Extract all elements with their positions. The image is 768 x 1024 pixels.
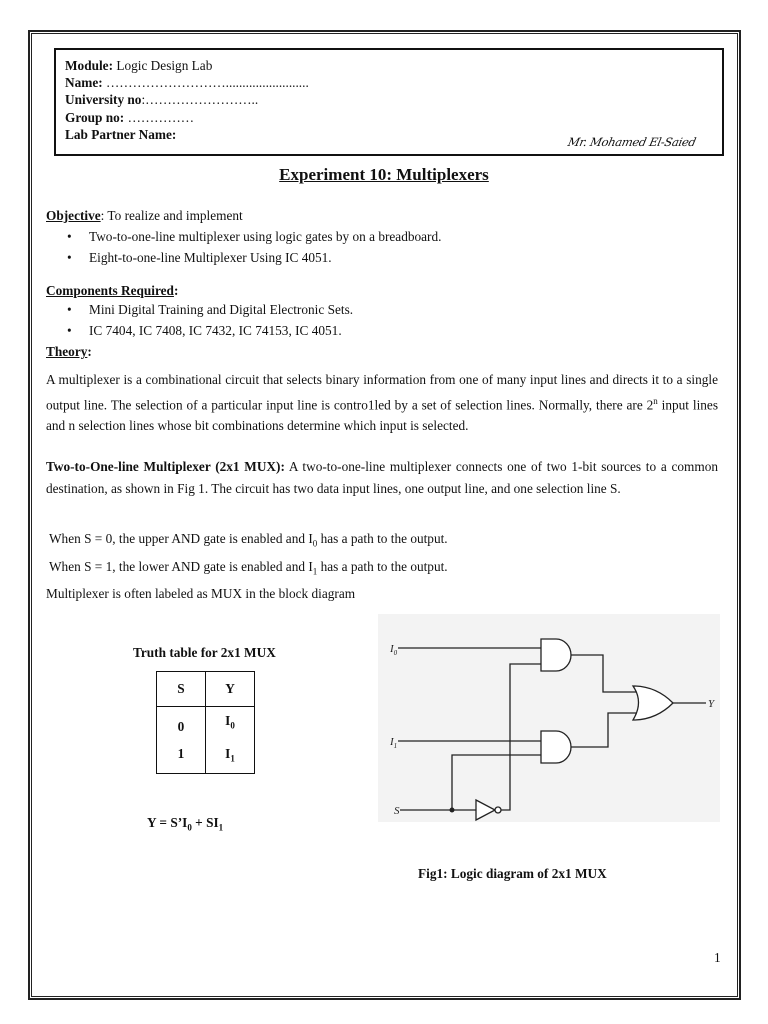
- not-bubble-icon: [495, 807, 501, 813]
- objective-heading: Objective: [46, 208, 101, 223]
- text: has a path to the output.: [317, 531, 448, 546]
- text: Y = S’I: [147, 815, 188, 830]
- objective-text: : To realize and implement: [100, 208, 243, 223]
- subscript: 0: [312, 538, 318, 549]
- name-label: Name:: [65, 75, 103, 91]
- objective-line: [46, 208, 243, 224]
- text: I: [225, 713, 231, 729]
- components-colon: :: [173, 283, 179, 298]
- subscript: 0: [230, 721, 235, 731]
- objective-item: Eight-to-one-line Multiplexer Using IC 4051.: [89, 250, 332, 265]
- group-value: ……………: [127, 109, 195, 125]
- theory-paragraph-1: [46, 369, 718, 437]
- bullet-icon: •: [67, 250, 72, 265]
- theory-paragraph-2: [46, 456, 718, 499]
- table-body: [157, 707, 255, 774]
- subscript: 1: [312, 566, 318, 577]
- truth-table-title: Truth table for 2x1 MUX: [133, 645, 276, 660]
- theory-line: [46, 344, 92, 360]
- table-cell: 0: [177, 719, 185, 734]
- not-gate-icon: [476, 800, 495, 820]
- text: I: [225, 746, 231, 761]
- component-item: Mini Digital Training and Digital Electronic Sets.: [89, 302, 354, 317]
- and-gate-upper-icon: [541, 639, 571, 671]
- author-signature: Mr. Mohamed El-Saied: [567, 134, 698, 149]
- theory-text: input lines and n selection lines whose bit combinations determine which input is selected.: [46, 396, 718, 434]
- module-value: Logic Design Lab: [116, 58, 213, 73]
- name-value: ……………………….........................: [106, 75, 309, 91]
- theory-heading: Theory: [46, 344, 88, 359]
- page-number: 1: [714, 950, 721, 965]
- s-values-cell: [157, 707, 206, 774]
- junction-dot-icon: [450, 808, 455, 813]
- upper-and-output-wire: [571, 655, 636, 692]
- components-heading: Components Required: [46, 283, 174, 298]
- table-cell: [206, 740, 254, 773]
- y-label: Y: [708, 698, 715, 710]
- university-row: [65, 91, 722, 108]
- s-not-to-upper-and-wire: [501, 664, 541, 810]
- mux-equation: [147, 815, 223, 833]
- page-title: Experiment 10: Multiplexers: [279, 165, 489, 184]
- module-label: Module:: [65, 58, 114, 73]
- s1-statement: [49, 559, 448, 580]
- component-item: IC 7404, IC 7408, IC 7432, IC 74153, IC 4051.: [89, 323, 342, 338]
- truth-table: [156, 671, 255, 774]
- or-gate-icon: [633, 686, 673, 720]
- figure-caption: Fig1: Logic diagram of 2x1 MUX: [418, 866, 607, 881]
- name-row: [65, 74, 722, 91]
- theory-text: A multiplexer is a combinational circuit that selects binary information from one of many input lines and directs it to a single output line. The selection of a particular input line is contro1led by a set of selection lines. Normally, there are 2: [46, 372, 718, 412]
- s-to-lower-and-wire: [452, 755, 541, 810]
- bullet-icon: •: [67, 323, 72, 338]
- header-info-box: [54, 48, 724, 156]
- group-label: Group no:: [65, 109, 125, 125]
- i1-label: $I_1$: [390, 736, 398, 750]
- subscript: 0: [187, 822, 192, 833]
- text: When S = 1, the lower AND gate is enabled and I: [49, 559, 313, 574]
- components-line: [46, 283, 178, 299]
- subscript: 1: [230, 753, 235, 764]
- superscript: n: [653, 395, 658, 406]
- module-row: [65, 57, 722, 74]
- text: When S = 0, the upper AND gate is enabled and I: [49, 531, 313, 546]
- text: has a path to the output.: [317, 559, 448, 574]
- table-cell: 1: [177, 746, 185, 761]
- mux-logic-diagram: [378, 614, 720, 822]
- objective-item: Two-to-one-line multiplexer using logic gates by on a breadboard.: [89, 229, 442, 244]
- theory-colon: :: [87, 344, 92, 359]
- header-s: S: [157, 672, 206, 707]
- and-gate-lower-icon: [541, 731, 571, 763]
- table-cell: [206, 707, 254, 740]
- y-values-cell: [206, 707, 255, 774]
- bullet-icon: •: [67, 302, 72, 317]
- university-value: :……………………..: [141, 92, 259, 108]
- s-label: S: [394, 805, 400, 817]
- table-header-row: [157, 672, 255, 707]
- s0-statement: [49, 531, 448, 552]
- header-y: Y: [206, 672, 255, 707]
- i0-label: $I_0$: [390, 643, 398, 657]
- subscript: 1: [218, 822, 224, 833]
- mux-note: Multiplexer is often labeled as MUX in the block diagram: [46, 586, 356, 601]
- group-row: [65, 109, 722, 126]
- theory-text: A two-to-one-line multiplexer connects one of two 1-bit sources to a common destination, as shown in Fig 1. The circuit has two data input lines, one output line, and one selection line S.: [46, 459, 718, 496]
- text: + SI: [191, 815, 219, 830]
- partner-label: Lab Partner Name:: [65, 126, 177, 142]
- bullet-icon: •: [67, 229, 72, 244]
- lower-and-output-wire: [571, 713, 636, 747]
- mux-heading: Two-to-One-line Multiplexer (2x1 MUX):: [46, 459, 285, 474]
- university-label: University no: [65, 92, 142, 108]
